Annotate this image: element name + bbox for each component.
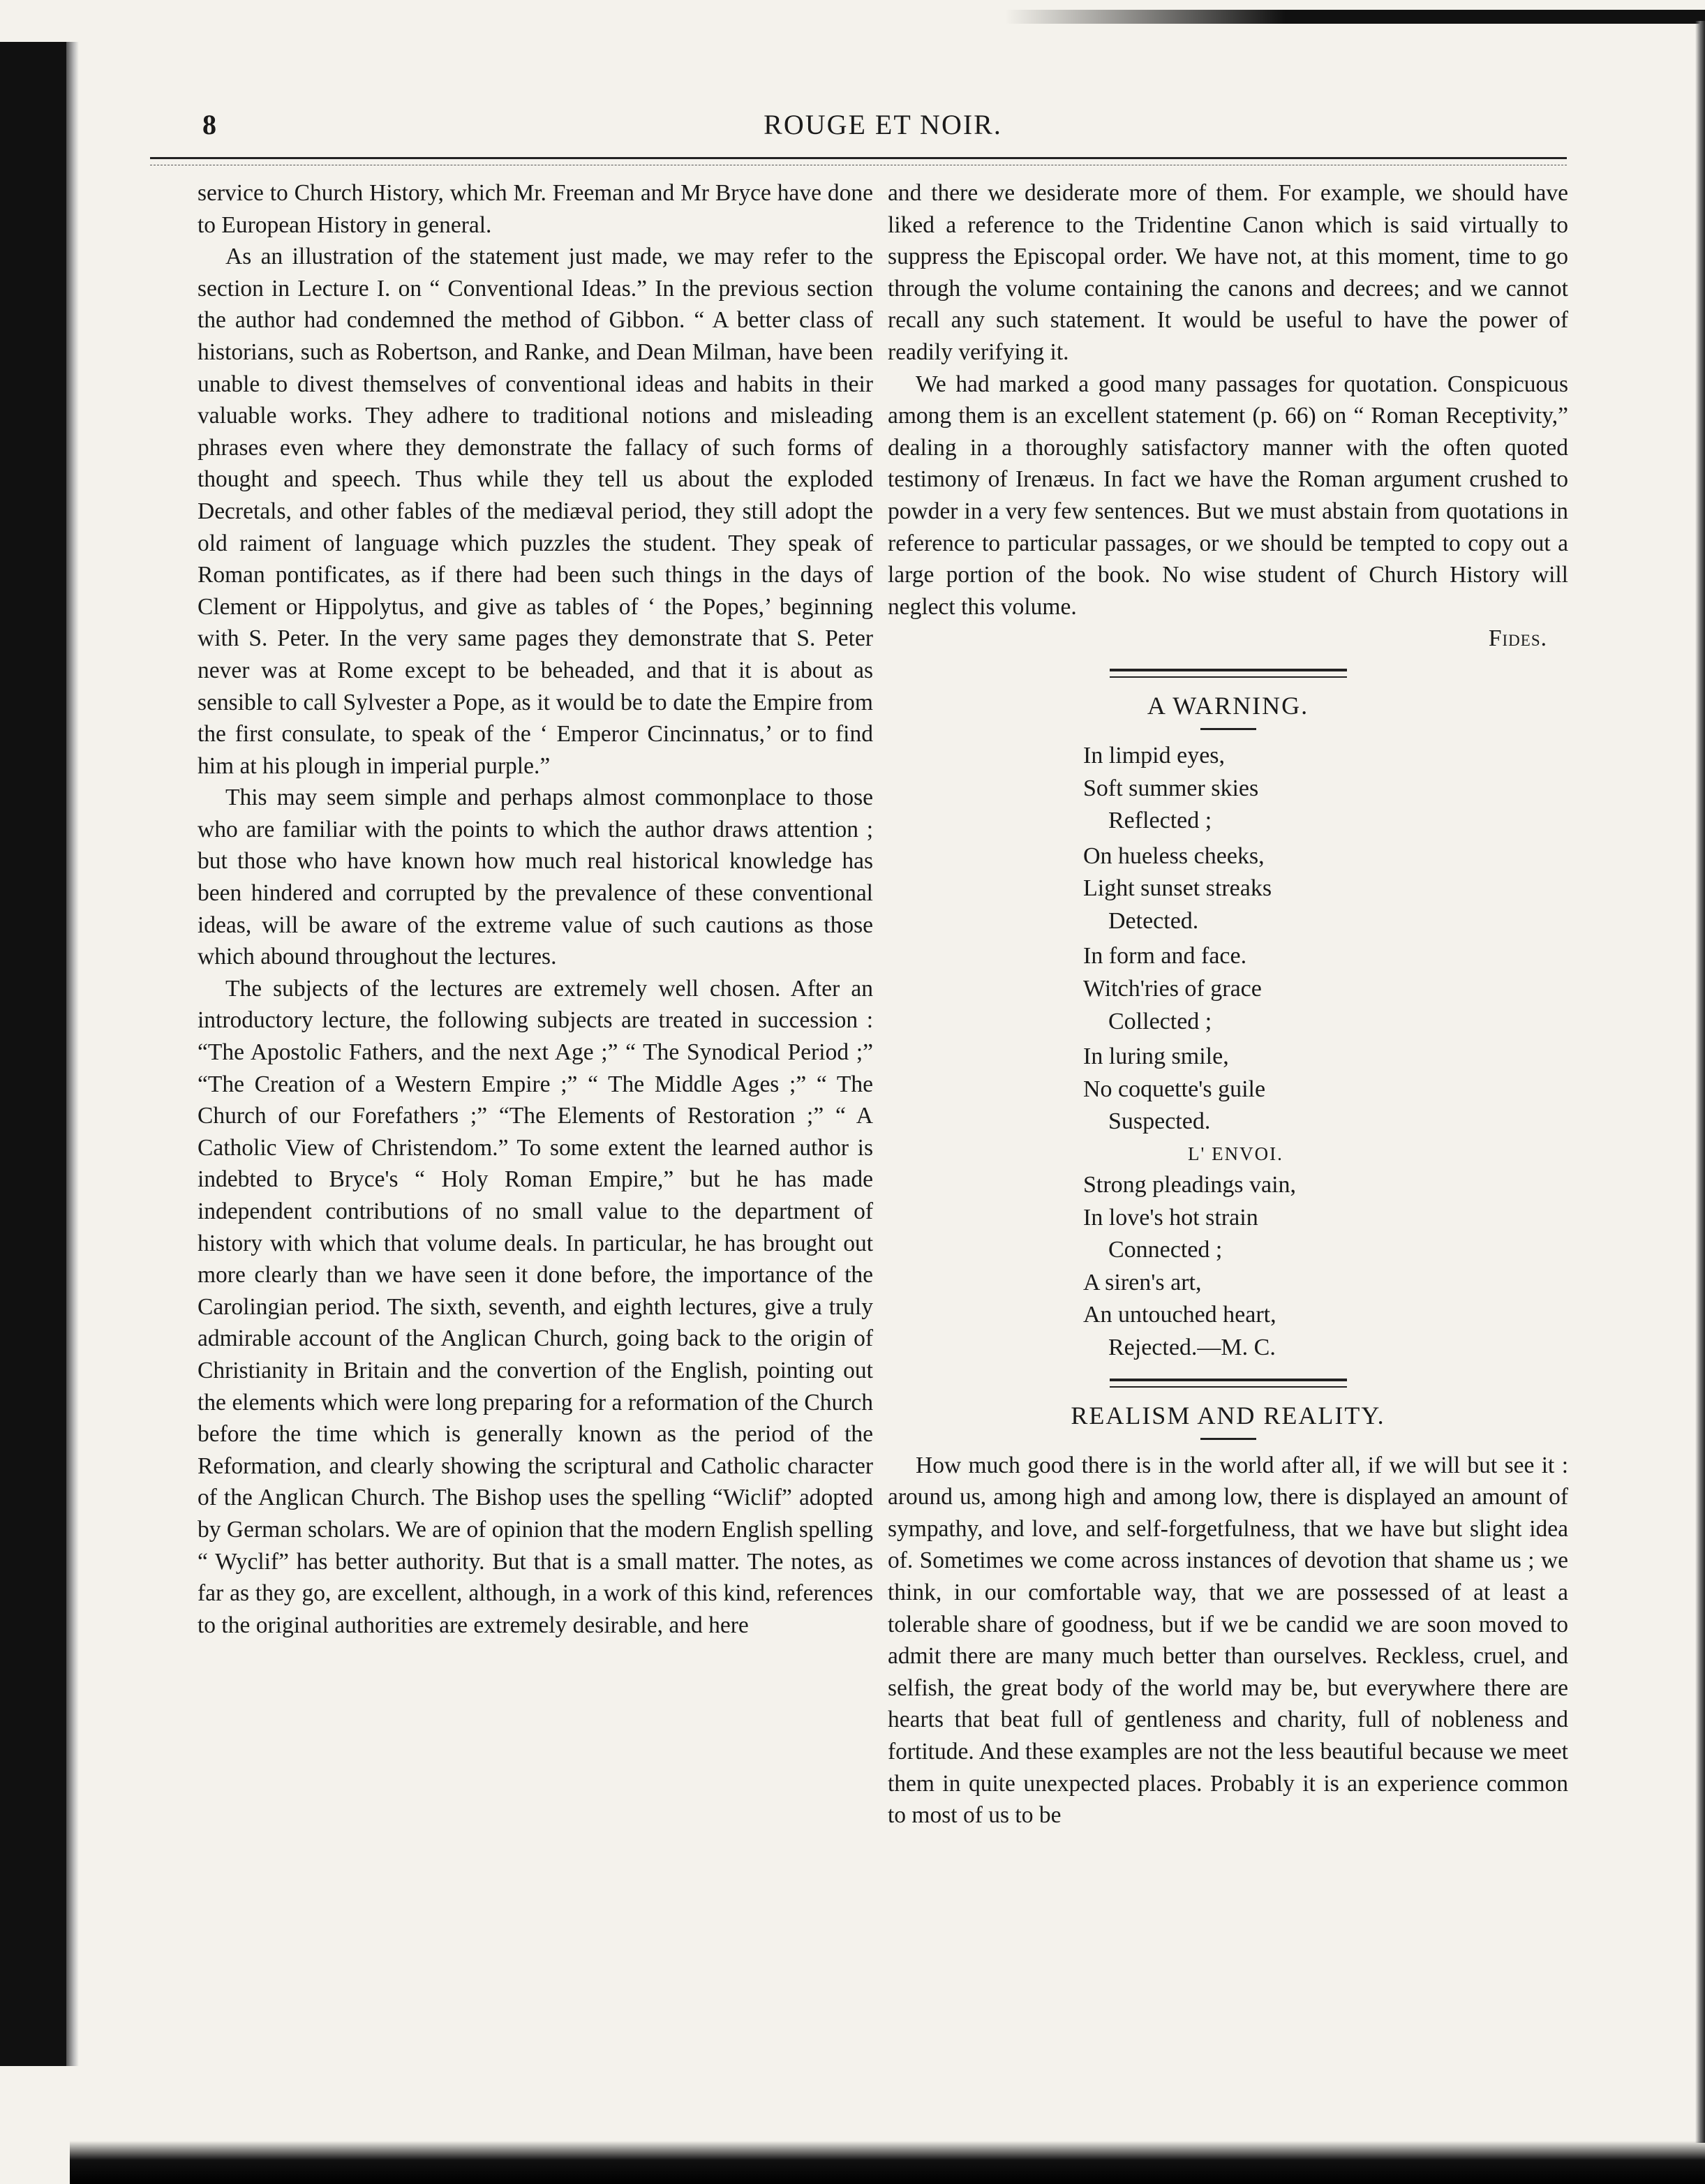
paragraph: and there we desiderate more of them. For example, we should have liked a reference to the Tridentine Canon which is said virtually to suppress the Episcopal order. We have not, at this moment, time to go through the volume containing the canons and decrees; and we cannot recall any such statement. It would be useful to have the power of readily verifying it. — [888, 180, 1568, 365]
poem-line: Collected ; — [1108, 1008, 1212, 1034]
poem-line: Reflected ; — [1108, 808, 1212, 834]
right-column — [888, 177, 1568, 1832]
scan-edge-right — [1695, 21, 1705, 2143]
poem-line: Rejected.—M. C. — [1108, 1335, 1276, 1360]
paragraph: service to Church History, which Mr. Freeman and Mr Bryce have done to European History in general. — [198, 180, 873, 238]
poem-line: Strong pleadings vain, — [1083, 1172, 1297, 1198]
poem-line: An untouched heart, — [1083, 1302, 1276, 1328]
poem — [1083, 740, 1568, 1365]
scan-edge-left — [0, 42, 66, 2066]
poem-line: Soft summer skies — [1083, 775, 1259, 801]
poem-line: Suspected. — [1108, 1108, 1211, 1135]
header-rule — [150, 157, 1567, 159]
page-header — [202, 108, 1563, 150]
poem-line: In love's hot strain — [1083, 1204, 1258, 1231]
title-rule — [1200, 1438, 1256, 1440]
page-number: 8 — [202, 109, 216, 140]
envoi-heading: L' ENVOI. — [1188, 1143, 1283, 1165]
poem-line: In luring smile, — [1083, 1043, 1229, 1070]
paragraph: We had marked a good many passages for quotation. Conspicuous among them is an excellent statement (p. 66) on “ Roman Receptivity,” dealing in a thoroughly satisfactory manner with the often quoted testimony of Irenæus. In fact we have the Roman argument crushed to powder in a very few sentences. But we must abstain from quotations in reference to particular passages, or we should be tempted to copy out a large portion of the book. No wise student of Church History will neglect this volume. — [888, 371, 1568, 620]
poem-line: No coquette's guile — [1083, 1076, 1266, 1102]
poem-line: In form and face. — [1083, 943, 1247, 970]
paragraph: As an illustration of the statement just made, we may refer to the section in Lecture I. on “ Conventional Ideas.” In the previous section the author had condemned the method of Gibbon. “ A better class of historians, such as Robertson, and Ranke, and Dean Milman, have been unable to divest themselves of conventional ideas and habits in their valuable works. They adhere to traditional notions and misleading phrases even where they demonstrate the fallacy of such forms of thought and speech. Thus while they tell us about the exploded Decretals, and other fables of the mediæval period, they still adopt the old raiment of language which puzzles the student. They speak of Roman pontificates, as if there had been such things in the days of Clement or Hippolytus, and give as tables of ‘ the Popes,’ beginning with S. Peter. In the very same pages they demonstrate that S. Peter never was at Rome except to be beheaded, and that it is about as sensible to call Sylvester a Pope, as it would be to date the Empire from the first consulate, to speak of the ‘ Emperor Cincinnatus,’ or to find him at his plough in imperial purple.” — [198, 244, 873, 779]
poem-line: A siren's art, — [1083, 1269, 1202, 1295]
left-column — [198, 177, 873, 1641]
poem-line: Connected ; — [1108, 1237, 1223, 1263]
scan-edge-left-shadow — [66, 42, 79, 2066]
review-signature: Fides. — [1488, 625, 1547, 652]
poem-stanza — [1083, 1041, 1568, 1138]
poem-stanza — [1083, 940, 1568, 1038]
scan-edge-top — [1005, 10, 1705, 24]
paragraph: The subjects of the lectures are extremely well chosen. After an introductory lecture, the following subjects are treated in succession : “The Apostolic Fathers, and the next Age ;” “ The Synodical Period ;” “The Creation of a Western Empire ;” “ The Middle Ages ;” “ The Church of our Forefathers ;” “The Elements of Restoration ;” “ A Catholic View of Christendom.” To some extent the learned author is indebted to Bryce's “ Holy Roman Empire,” but he has made independent contributions of no small value to the department of history with which that volume deals. In particular, he has brought out more clearly than we have seen it done before, the importance of the Carolingian period. The sixth, seventh, and eighth lectures, give a truly admirable account of the Anglican Church, going back to the origin of Christianity in Britain and the convertion of the English, pointing out the elements which were long preparing for a reformation of the Church before the time which is generally known as the period of the Reformation, and clearly showing the scriptural and Catholic character of the Anglican Church. The Bishop uses the spelling “Wiclif” adopted by German scholars. We are of opinion that the modern English spelling “ Wyclif” has better authority. But that is a small matter. The notes, as far as they go, are excellent, although, in a work of this kind, references to the original authorities are extremely desirable, and here — [198, 975, 873, 1638]
title-rule — [1200, 728, 1256, 730]
poem-line: In limpid eyes, — [1083, 742, 1226, 768]
essay-title: REALISM AND REALITY. — [1071, 1401, 1385, 1429]
section-divider — [1110, 1379, 1347, 1388]
paragraph: How much good there is in the world after all, if we will but see it : around us, among high and among low, there is displayed an amount of sympathy, and love, and self-forgetfulness, that we have but slight idea of. Sometimes we come across instances of devotion that shame us ; we think, in our comfortable way, that we are possessed of at least a tolerable share of goodness, but if we be candid we are soon moved to admit there are many much better than ourselves. Reckless, cruel, and selfish, the great body of the world may be, but everywhere there are hearts that beat full of gentleness and charity, full of nobleness and fortitude. And these examples are not the less beautiful because we meet them in quite unexpected places. Probably it is an experience common to most of us to be — [888, 1452, 1568, 1829]
paragraph: This may seem simple and perhaps almost commonplace to those who are familiar with the points to which the author draws attention ; but those who have known how much real historical knowledge has been hindered and corrupted by the prevalence of these conventional ideas, will be aware of the extreme value of such cautions as those which abound throughout the lectures. — [198, 785, 873, 970]
poem-line: On hueless cheeks, — [1083, 842, 1265, 869]
running-title: ROUGE ET NOIR. — [764, 109, 1002, 140]
section-divider — [1110, 669, 1347, 678]
poem-line: Detected. — [1108, 907, 1199, 934]
poem-stanza — [1083, 740, 1568, 838]
scan-edge-bottom — [70, 2141, 1705, 2184]
poem-stanza — [1083, 840, 1568, 938]
poem-title: A WARNING. — [1147, 691, 1309, 720]
poem-line: Light sunset streaks — [1083, 875, 1272, 902]
poem-line: Witch'ries of grace — [1083, 976, 1262, 1002]
poem-envoi — [1083, 1169, 1568, 1365]
